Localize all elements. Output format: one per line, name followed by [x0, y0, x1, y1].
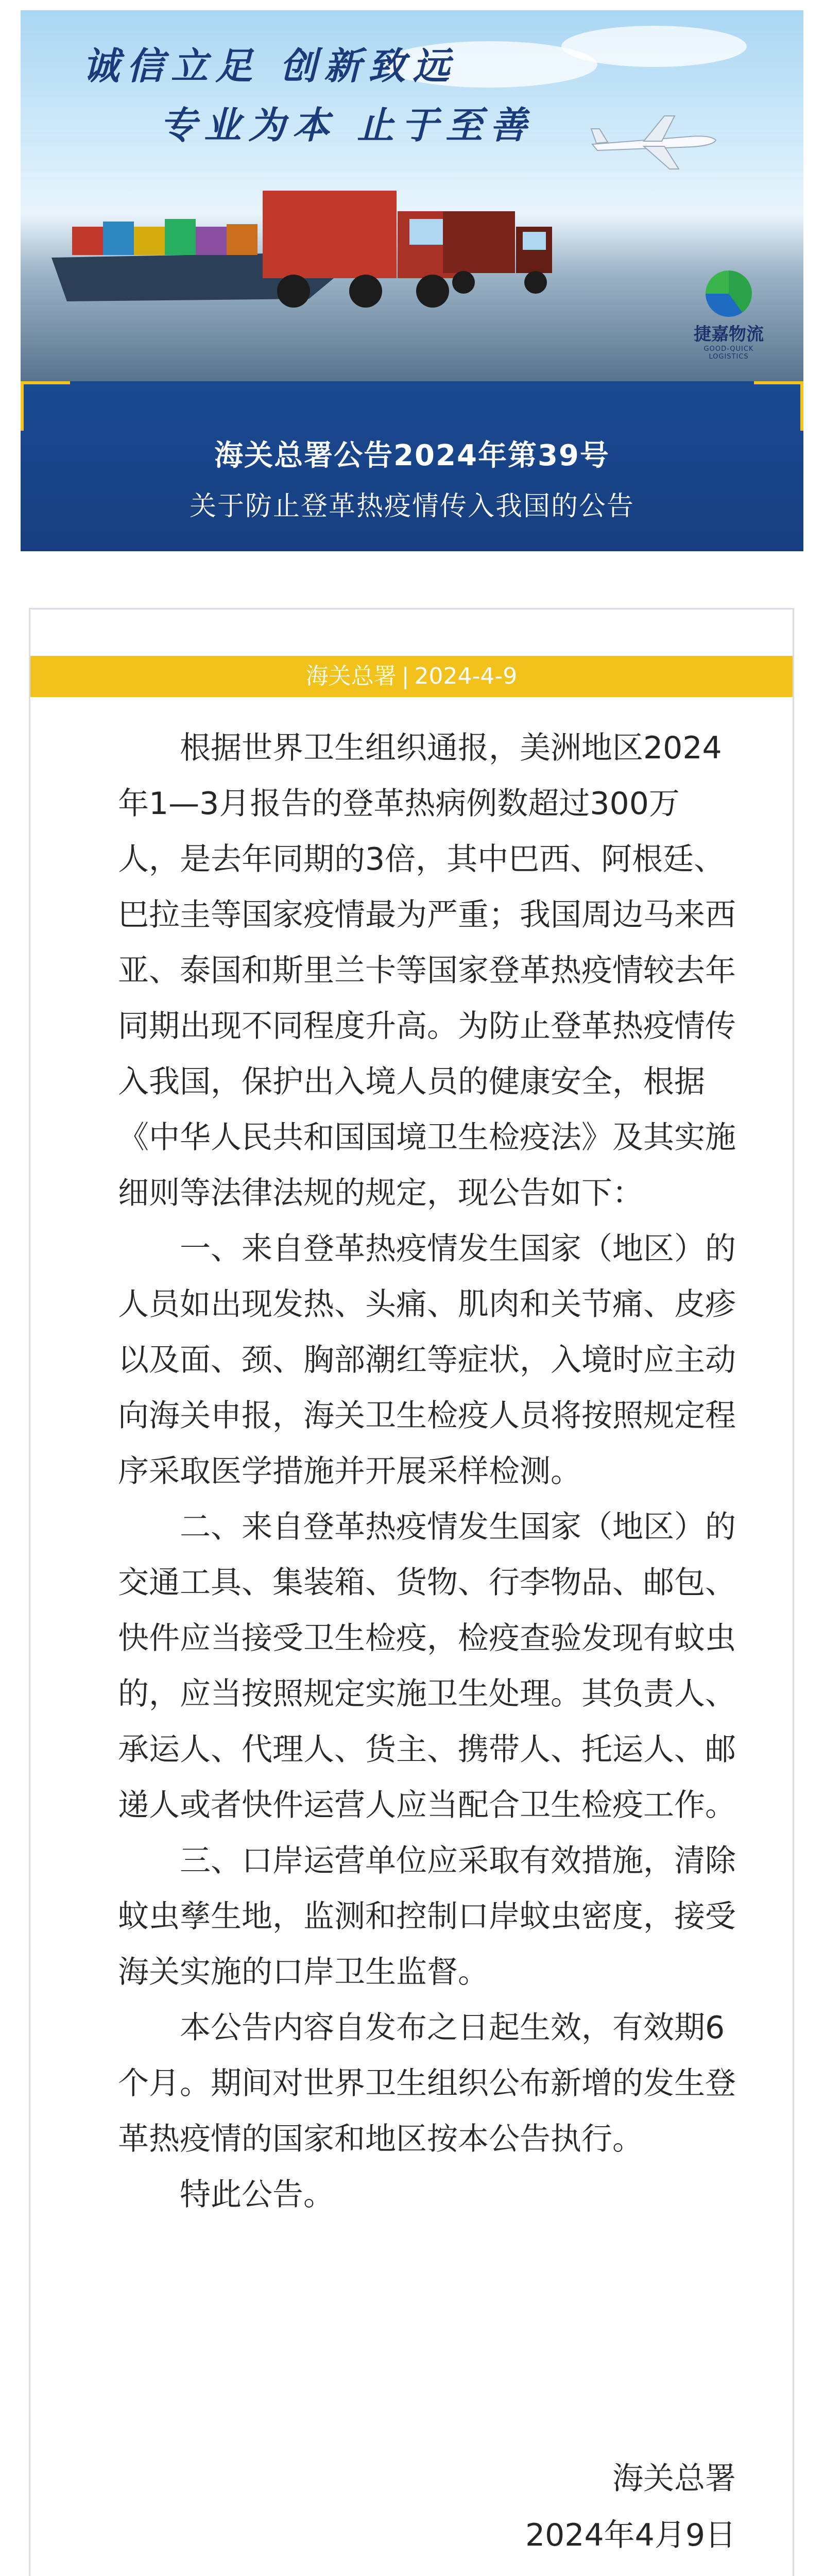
paragraph: 一、来自登革热疫情发生国家（地区）的人员如出现发热、头痛、肌肉和关节痛、皮疹以及面、颈、胸部潮红等症状，入境时应主动向海关申报，海关卫生检疫人员将按照规定程序采取医学措施并开展采样检测。	[118, 1231, 736, 1489]
cloud-shape	[561, 26, 747, 67]
page-subtitle: 关于防止登革热疫情传入我国的公告	[189, 491, 634, 522]
paragraph: 三、口岸运营单位应采取有效措施，清除蚊虫孳生地，监测和控制口岸蚊虫密度，接受海关实施的口岸卫生监督。	[118, 1843, 736, 1990]
truck-icon	[443, 201, 561, 304]
corner-decoration	[754, 381, 803, 431]
paragraph: 二、来自登革热疫情发生国家（地区）的交通工具、集装箱、货物、行李物品、邮包、快件应当接受卫生检疫，检疫查验发现有蚊虫的，应当按照规定实施卫生处理。其负责人、承运人、代理人、货主、携带人、托运人、邮递人或者快件运营人应当配合卫生检疫工作。	[118, 1509, 736, 1823]
title-bar	[21, 381, 803, 551]
meta-separator: |	[401, 663, 409, 689]
article-body	[118, 720, 741, 2223]
paragraph: 根据世界卫生组织通报，美洲地区2024年1—3月报告的登革热病例数超过300万人，是去年同期的3倍，其中巴西、阿根廷、巴拉圭等国家疫情最为严重；我国周边马来西亚、泰国和斯里兰卡等国家登革热疫情较去年同期出现不同程度升高。为防止登革热疫情传入我国，保护出入境人员的健康安全，根据《中华人民共和国国境卫生检疫法》及其实施细则等法律法规的规定，现公告如下：	[118, 730, 736, 1211]
corner-decoration	[21, 381, 70, 431]
page-title: 海关总署公告2024年第39号	[214, 439, 610, 472]
banner-logo-en: GOOD-QUICK LOGISTICS	[703, 345, 754, 361]
hero-banner	[21, 10, 803, 381]
logo-mark-icon	[706, 270, 752, 317]
banner-slogan-line2: 专业为本 止于至善	[160, 103, 535, 147]
signature: 海关总署	[612, 2461, 736, 2497]
meta-source: 海关总署	[305, 663, 397, 689]
banner-logo	[685, 270, 772, 361]
meta-bar	[30, 656, 793, 697]
banner-slogan-line1: 诚信立足 创新致远	[82, 44, 457, 88]
paragraph: 本公告内容自发布之日起生效，有效期6个月。期间对世界卫生组织公布新增的发生登革热疫情的国家和地区按本公告执行。	[118, 2010, 736, 2157]
article-card	[29, 608, 794, 2576]
sign-date: 2024年4月9日	[525, 2517, 736, 2553]
meta-date: 2024-4-9	[414, 663, 518, 689]
airplane-icon	[587, 108, 721, 175]
banner-logo-cn: 捷嘉物流	[694, 324, 764, 345]
paragraph: 特此公告。	[180, 2177, 334, 2213]
